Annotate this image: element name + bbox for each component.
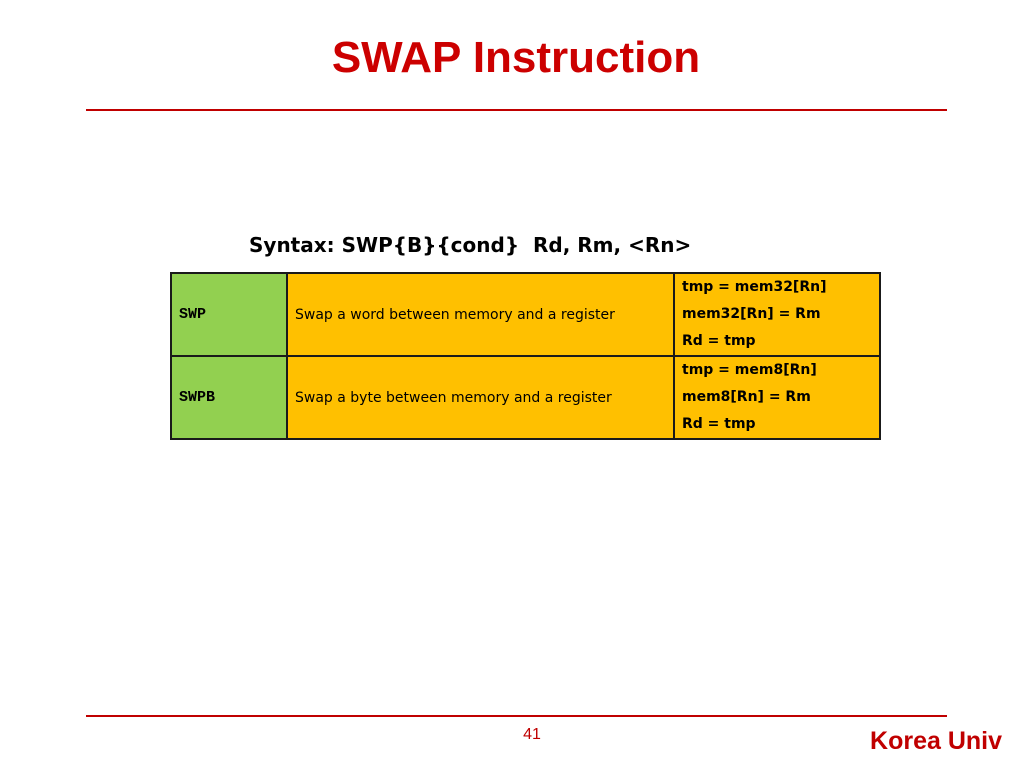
operation-line: tmp = mem32[Rn] <box>682 279 827 295</box>
syntax-line: Syntax: SWP{B}{cond} Rd, Rm, <Rn> <box>249 233 692 257</box>
footer-divider <box>86 715 947 717</box>
mnemonic-cell: SWP <box>171 273 287 356</box>
operation-line: tmp = mem8[Rn] <box>682 362 817 378</box>
slide-title: SWAP Instruction <box>331 33 701 82</box>
table-row <box>171 356 880 439</box>
brand-label: Korea Univ <box>870 727 1002 755</box>
swap-instruction-table <box>170 272 881 440</box>
description-cell: Swap a byte between memory and a register <box>287 356 674 439</box>
operation-line: mem32[Rn] = Rm <box>682 306 821 322</box>
table-row <box>171 273 880 356</box>
title-divider <box>86 109 947 111</box>
operation-cell <box>674 273 880 356</box>
page-number: 41 <box>523 726 541 743</box>
operation-cell <box>674 356 880 439</box>
operation-line: mem8[Rn] = Rm <box>682 389 811 405</box>
operation-line: Rd = tmp <box>682 416 756 432</box>
mnemonic-cell: SWPB <box>171 356 287 439</box>
operation-line: Rd = tmp <box>682 333 756 349</box>
description-cell: Swap a word between memory and a register <box>287 273 674 356</box>
